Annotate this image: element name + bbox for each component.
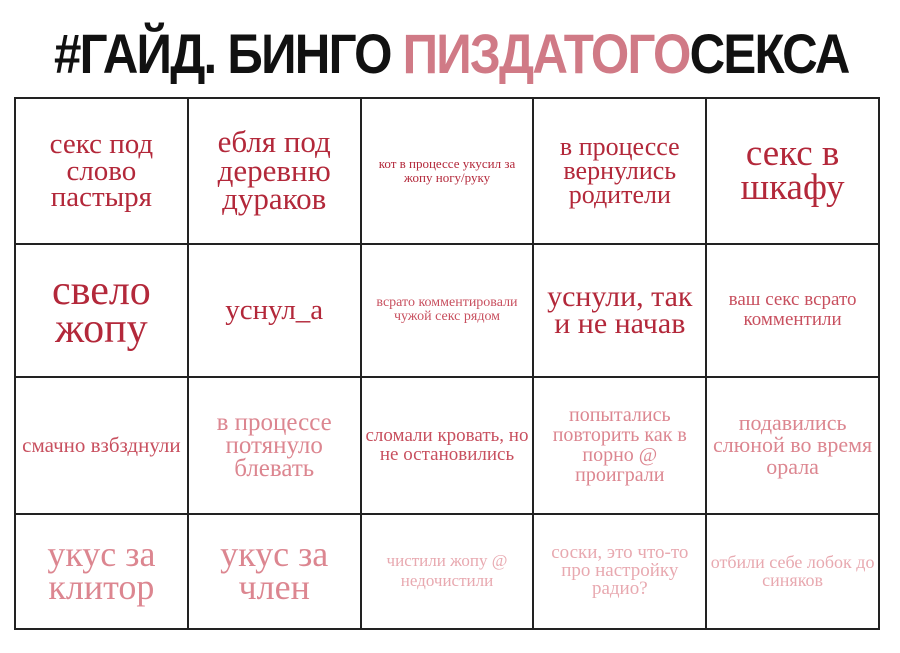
bingo-cell: чистили жопу @ недочистили xyxy=(361,514,534,629)
bingo-cell: кот в процессе укусил за жопу ногу/руку xyxy=(361,98,534,244)
bingo-cell: ебля под деревню дураков xyxy=(188,98,361,244)
bingo-grid xyxy=(14,97,880,630)
bingo-cell: подавились слюной во время орала xyxy=(706,377,879,514)
bingo-cell: уснул_а xyxy=(188,244,361,377)
bingo-cell: сломали кровать, но не остановились xyxy=(361,377,534,514)
bingo-cell: укус за член xyxy=(188,514,361,629)
bingo-cell: укус за клитор xyxy=(15,514,188,629)
bingo-cell: отбили себе лобок до синяков xyxy=(706,514,879,629)
bingo-cell: секс под слово пастыря xyxy=(15,98,188,244)
title-part-sex: СЕКСА xyxy=(689,22,849,85)
bingo-cell: всрато комментировали чужой секс рядом xyxy=(361,244,534,377)
page-title xyxy=(54,14,849,94)
bingo-cell: уснули, так и не начав xyxy=(533,244,706,377)
title-part-bingo: БИНГО xyxy=(227,22,391,85)
bingo-row xyxy=(15,244,879,377)
bingo-row xyxy=(15,98,879,244)
bingo-cell: соски, это что-то про настройку радио? xyxy=(533,514,706,629)
title-part-adjective: ПИЗДАТОГО xyxy=(402,22,690,85)
bingo-row xyxy=(15,377,879,514)
bingo-cell: секс в шкафу xyxy=(706,98,879,244)
bingo-cell: свело жопу xyxy=(15,244,188,377)
bingo-cell: смачно взбзднули xyxy=(15,377,188,514)
bingo-cell: в процессе потянуло блевать xyxy=(188,377,361,514)
title-part-guide: #ГАЙД. xyxy=(54,22,216,85)
bingo-cell: попытались повторить как в порно @ проиграли xyxy=(533,377,706,514)
bingo-row xyxy=(15,514,879,629)
bingo-cell: ваш секс всрато комментили xyxy=(706,244,879,377)
bingo-cell: в процессе вернулись родители xyxy=(533,98,706,244)
